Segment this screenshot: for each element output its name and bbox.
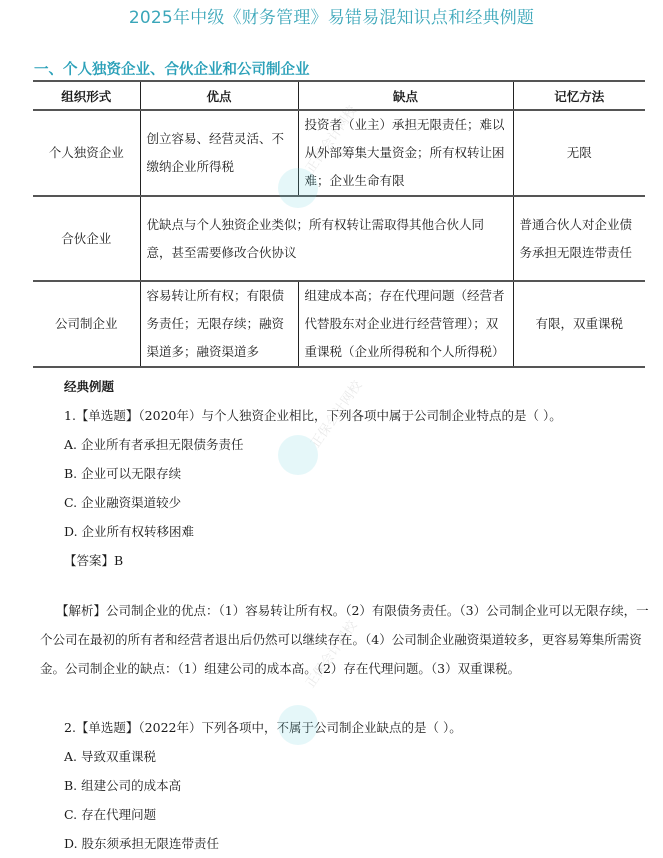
watermark-text: 正保会计网校 bbox=[303, 103, 361, 176]
analysis-label: 【解析】 bbox=[56, 603, 107, 618]
question-1-stem: 1.【单选题】（2020年）与个人独资企业相比，下列各项中属于公司制企业特点的是（ ）。 bbox=[64, 408, 562, 423]
column-header: 优点 bbox=[140, 81, 298, 110]
table-row bbox=[33, 110, 645, 196]
cell-disadvantages: 投资者（业主）承担无限责任；难以从外部筹集大量资金；所有权转让困难；企业生命有限 bbox=[298, 110, 513, 196]
question-2 bbox=[48, 713, 648, 858]
cell-form: 合伙企业 bbox=[33, 196, 140, 281]
cell-memory: 有限，双重课税 bbox=[513, 281, 645, 367]
comparison-table bbox=[33, 80, 645, 368]
table-header-row bbox=[33, 81, 645, 110]
question-1-option-b: B. 企业可以无限存续 bbox=[64, 466, 182, 481]
cell-form: 公司制企业 bbox=[33, 281, 140, 367]
table-row bbox=[33, 196, 645, 281]
cell-memory: 普通合伙人对企业债务承担无限连带责任 bbox=[513, 196, 645, 281]
question-1-option-d: D. 企业所有权转移困难 bbox=[64, 524, 195, 539]
question-2-option-c: C. 存在代理问题 bbox=[64, 807, 157, 822]
cell-form: 个人独资企业 bbox=[33, 110, 140, 196]
section-heading: 一、个人独资企业、合伙企业和公司制企业 bbox=[34, 62, 310, 78]
analysis-text: 公司制企业的优点：（1）容易转让所有权。（2）有限债务责任。（3）公司制企业可以无限存续，一个公司在最初的所有者和经营者退出后仍然可以继续存在。（4）公司制企业融资渠道较多，更容易筹集所需资金。公司制企业的缺点：（1）组建公司的成本高。（2）存在代理问题。（3）双重课税。 bbox=[40, 603, 649, 676]
question-1-option-c: C. 企业融资渠道较少 bbox=[64, 495, 182, 510]
question-2-option-a: A. 导致双重课税 bbox=[64, 749, 156, 764]
question-2-stem: 2.【单选题】（2022年）下列各项中，不属于公司制企业缺点的是（ ）。 bbox=[64, 720, 462, 735]
column-header: 记忆方法 bbox=[513, 81, 645, 110]
question-1-answer: 【答案】B bbox=[64, 553, 124, 568]
question-2-option-b: B. 组建公司的成本高 bbox=[64, 778, 182, 793]
watermark-text: 正保会计网校 bbox=[303, 618, 361, 691]
cell-advantages: 创立容易、经营灵活、不缴纳企业所得税 bbox=[140, 110, 298, 196]
question-1-analysis bbox=[40, 596, 652, 683]
examples-heading: 经典例题 bbox=[64, 379, 115, 394]
watermark-text: 正保会计网校 bbox=[308, 378, 366, 451]
question-1-option-a: A. 企业所有者承担无限债务责任 bbox=[64, 437, 244, 452]
table-row bbox=[33, 281, 645, 367]
cell-disadvantages: 组建成本高；存在代理问题（经营者代替股东对企业进行经营管理）；双重课税（企业所得税和个人所得税） bbox=[298, 281, 513, 367]
document-title: 2025年中级《财务管理》易错易混知识点和经典例题 bbox=[128, 8, 535, 28]
examples-section bbox=[48, 372, 648, 575]
cell-advantages: 容易转让所有权；有限债务责任；无限存续；融资渠道多；融资渠道多 bbox=[140, 281, 298, 367]
question-2-option-d: D. 股东须承担无限连带责任 bbox=[64, 836, 220, 851]
column-header: 缺点 bbox=[298, 81, 513, 110]
cell-merged-pros-cons: 优缺点与个人独资企业类似；所有权转让需取得其他合伙人同意，甚至需要修改合伙协议 bbox=[140, 196, 513, 281]
column-header: 组织形式 bbox=[33, 81, 140, 110]
cell-memory: 无限 bbox=[513, 110, 645, 196]
